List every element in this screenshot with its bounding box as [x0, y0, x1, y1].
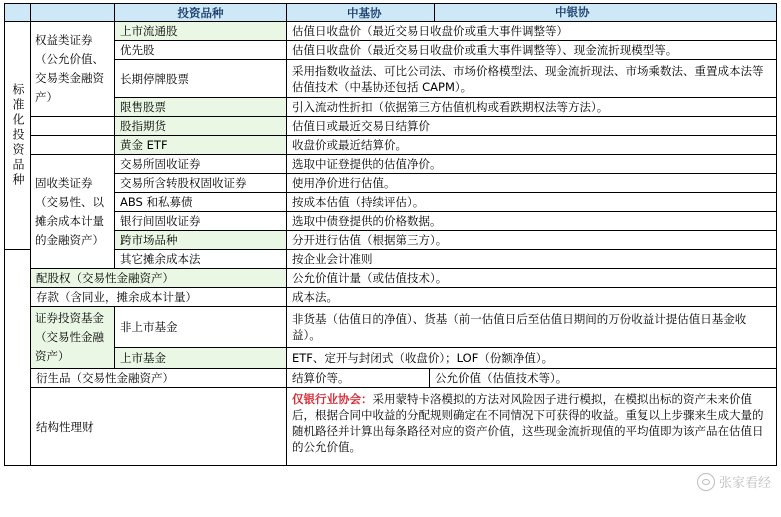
amac-method: 结算价等。 — [287, 369, 430, 388]
boc-method: 公允价值（估值技术等）。 — [430, 369, 777, 388]
header-product: 投资品种 — [115, 4, 287, 22]
header-boc: 中银协 — [555, 5, 590, 19]
table-row — [5, 22, 777, 41]
product-name: 黄金 ETF — [115, 136, 287, 155]
amac-method: 估值日收盘价（最近交易日收盘价或重大事件调整等）、现金流折现模型等。 — [287, 41, 777, 60]
product-name: 其它摊余成本法 — [115, 250, 287, 269]
amac-method: 估值日收盘价（最近交易日收盘价或重大事件调整等） — [287, 22, 777, 41]
table-row — [5, 98, 777, 117]
amac-method: 按企业会计准则 — [287, 250, 777, 269]
amac-method: 分开进行估值（根据第三方）。 — [287, 231, 777, 250]
boc-only-highlight: 仅银行业协会： — [292, 392, 373, 406]
product-name: 配股权（交易性金融资产） — [31, 269, 287, 288]
amac-method: 选取中债登提供的价格数据。 — [287, 212, 777, 231]
watermark-text: 张家看经 — [718, 476, 771, 491]
product-name: 非上市基金 — [115, 307, 287, 348]
amac-method: 引入流动性折扣（依据第三方估值机构或看跌期权法等方法）。 — [287, 98, 777, 117]
amac-method: 收盘价或最近结算价。 — [287, 136, 777, 155]
wechat-icon — [697, 473, 715, 491]
row-blank-cell — [31, 136, 115, 155]
watermark — [697, 472, 771, 491]
amac-method: 使用净价进行估值。 — [287, 174, 777, 193]
product-name: 交易所含转股权固收证券 — [115, 174, 287, 193]
product-name: 股指期货 — [115, 117, 287, 136]
row-blank-cell — [31, 117, 115, 136]
product-name: 长期停牌股票 — [115, 60, 287, 98]
header-blank-cell — [31, 4, 115, 22]
table-row — [5, 174, 777, 193]
product-name: 结构性理财 — [31, 388, 287, 466]
table-row — [5, 212, 777, 231]
product-name: 优先股 — [115, 41, 287, 60]
product-name: 跨市场品种 — [115, 231, 287, 250]
header-divider — [434, 4, 435, 21]
product-name: 上市流通股 — [115, 22, 287, 41]
fixed-income-category: 固收类证券（交易性、以摊余成本计量的金融资产） — [31, 155, 115, 269]
structured-method-text: 采用蒙特卡洛模拟的方法对风险因子进行模拟，在模拟出标的资产未来价值后，根据合同中收益的分配规则确定在不同情况下可获得的收益。重复以上步骤来生成大量的随机路径并计算出每条路径对应的资产价值，这些现金流折现值的平均值即为该产品在估值日的公允价值。 — [292, 392, 764, 454]
table-row — [5, 41, 777, 60]
table-row — [5, 388, 777, 466]
table-row — [5, 250, 777, 269]
product-name: 交易所固收证券 — [115, 155, 287, 174]
structured-method — [287, 388, 777, 466]
amac-method: 估值日或最近交易日结算价 — [287, 117, 777, 136]
standard-products-label: 标准化投资品种 — [5, 22, 31, 250]
amac-method: ETF、定开与封闭式（收盘价）；LOF（份额净值）。 — [287, 348, 777, 369]
table-row — [5, 231, 777, 250]
table-row — [5, 60, 777, 98]
table-row — [5, 288, 777, 307]
amac-method: 非货基（估值日的净值）、货基（前一估值日后至估值日期间的万份收益计提估值日基金收益）。 — [287, 307, 777, 348]
vertical-continuation-cell — [5, 250, 31, 466]
amac-method: 公允价值计量（或估值技术）。 — [287, 269, 777, 288]
table-row — [5, 307, 777, 348]
equity-category: 权益类证券（公允价值、交易类金融资产） — [31, 22, 115, 117]
product-name: 衍生品（交易性金融资产） — [31, 369, 287, 388]
amac-method: 按成本估值（持续评估）。 — [287, 193, 777, 212]
product-name: 存款（含同业，摊余成本计量） — [31, 288, 287, 307]
table-row — [5, 117, 777, 136]
amac-method: 选取中证登提供的估值净价。 — [287, 155, 777, 174]
product-name: 限售股票 — [115, 98, 287, 117]
amac-method: 采用指数收益法、可比公司法、市场价格模型法、现金流折现法、市场乘数法、重置成本法等估值技术（中基协还包括 CAPM）。 — [287, 60, 777, 98]
amac-method: 成本法。 — [287, 288, 777, 307]
table-row — [5, 155, 777, 174]
table-row — [5, 136, 777, 155]
header-blank-cell — [5, 4, 31, 22]
header-amac: 中基协 — [287, 4, 777, 22]
product-name: ABS 和私募债 — [115, 193, 287, 212]
table-row — [5, 193, 777, 212]
header-row — [5, 4, 777, 22]
table-row — [5, 348, 777, 369]
table-row — [5, 369, 777, 388]
fund-category: 证券投资基金（交易性金融资产） — [31, 307, 115, 369]
product-name: 上市基金 — [115, 348, 287, 369]
product-name: 银行间固收证券 — [115, 212, 287, 231]
valuation-comparison-table — [4, 3, 777, 466]
table-row — [5, 269, 777, 288]
